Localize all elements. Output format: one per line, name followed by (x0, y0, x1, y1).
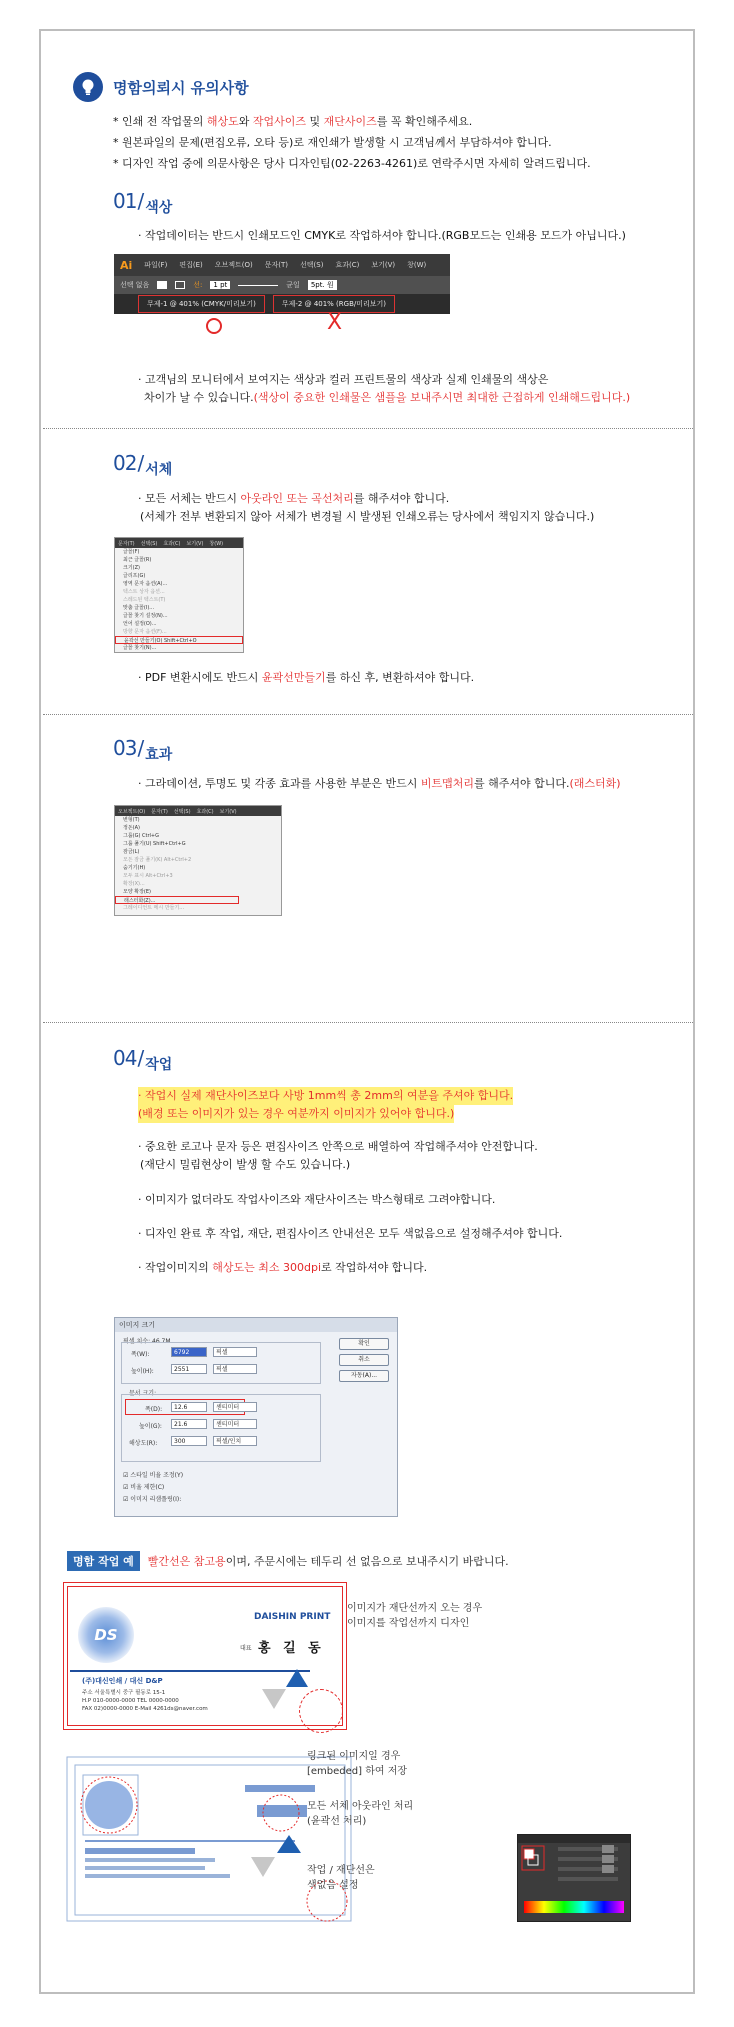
notice-item: * 디자인 작업 중에 의문사항은 당사 디자인팀(02-2263-4261)로 연락주시면 자세히 알려드립니다. (113, 153, 591, 174)
work-line-6: · 디자인 완료 후 작업, 재단, 편집사이즈 안내선은 모두 색없음으로 설정해주셔야 합니다. (138, 1227, 563, 1240)
image-size-dialog: 이미지 크기 확인 취소 자동(A)... 픽셀 치수: 46.7M 폭(W): 6792 픽셀 높이(H): 2551 픽셀 문서 크기: 폭(D): 12.6 센티미터 높이(G): 21.6 센티미터 해상도(R): 300 픽셀/인치 ☑ 스타일 비율 조정(Y) ☑ 비율 제한(C) ☑ 이미지 리샘플링(I): (114, 1317, 398, 1517)
ds-logo: DS (78, 1607, 134, 1663)
auto-button[interactable]: 자동(A)... (339, 1370, 389, 1382)
width-input[interactable]: 6792 (171, 1347, 207, 1357)
object-menu-screenshot: 오브젝트(O) 문자(T) 선택(S) 효과(C) 보기(V) 변형(T) 정돈(A) 그룹(G) Ctrl+G 그룹 풀기(U) Shift+Ctrl+G 잠금(L) 모든 잠금 풀기(K) Alt+Ctrl+2 숨기기(H) 모두 표시 Alt+Ctrl+3 확장(X)... 모양 확장(E) 래스터화(Z)... 그레이디언트 메시 만들기... (114, 805, 282, 916)
height-input[interactable]: 2551 (171, 1364, 207, 1374)
type-menu-screenshot: 문자(T) 선택(S) 효과(C) 보기(V) 창(W) 글꼴(F) 최근 글꼴(R) 크기(Z) 글리프(G) 영역 문자 옵션(A)... 텍스트 상자 옵션... 스레드된 텍스트(T) 맞춤 글꼴(I)... 글꼴 찾기 설정(N)... 언어 설정(O)... 방향 문자 옵션(F)... 윤곽선 만들기(O) Shift+Ctrl+O 글꼴 찾기(N)... (114, 537, 244, 653)
tab-cmyk[interactable]: 무제-1 @ 401% (CMYK/미리보기) (138, 295, 265, 313)
notice-item: * 인쇄 전 작업물의 해상도와 작업사이즈 및 재단사이즈를 꼭 확인해주세요. (113, 111, 591, 132)
cancel-button[interactable]: 취소 (339, 1354, 389, 1366)
tab-rgb[interactable]: 무제-2 @ 401% (RGB/미리보기) (273, 295, 395, 313)
work-line-7: · 작업이미지의 해상도는 최소 300dpi로 작업하셔야 합니다. (138, 1261, 428, 1274)
lightbulb-icon (73, 72, 103, 102)
resolution-input[interactable]: 300 (171, 1436, 207, 1446)
header (73, 72, 249, 102)
create-outlines-item[interactable]: 윤곽선 만들기(O) Shift+Ctrl+O (115, 636, 243, 644)
section-font-heading: 02 / 서체 (113, 451, 173, 478)
wrong-mark: X (327, 310, 343, 335)
section-effect-heading: 03 / 효과 (113, 736, 173, 763)
section-divider (43, 714, 693, 715)
callout-bleed: 이미지가 재단선까지 오는 경우 이미지를 작업선까지 디자인 (347, 1603, 483, 1629)
width-unit-select[interactable]: 픽셀 (213, 1347, 257, 1357)
ok-button[interactable]: 확인 (339, 1338, 389, 1350)
callout-embedded: 링크된 이미지일 경우 [embeded] 하여 저장 (307, 1751, 408, 1777)
correct-mark (206, 318, 222, 334)
effect-line-1: · 그라데이션, 투명도 및 각종 효과를 사용한 부분은 반드시 비트맵처리를 해주셔야 합니다.(래스터화) (138, 777, 621, 790)
triangle-down-icon (262, 1689, 286, 1709)
callout-outline: 모든 서체 아웃라인 처리 (윤곽선 처리) (307, 1801, 414, 1827)
dashed-circle (299, 1689, 343, 1733)
illustrator-screenshot: Ai 파일(F) 편집(E) 오브젝트(O) 문자(T) 선택(S) 효과(C) 보기(V) 창(W) 선택 없음 선: 1 pt 균일 5pt. 원 무제-1 @ 401% (CMYK/미리보기) 무제-2 @ 401% (RGB/미리보기) (114, 254, 450, 314)
work-line-1: · 작업시 실제 재단사이즈보다 사방 1mm씩 총 2mm의 여분을 주셔야 합니다. (배경 또는 이미지가 있는 경우 여분까지 이미지가 있어야 합니다.) (138, 1087, 513, 1123)
color-line-2: · 고객님의 모니터에서 보여지는 색상과 컬러 프린트물의 색상과 실제 인쇄물의 색상은 차이가 날 수 있습니다.(색상이 중요한 인쇄물은 샘플을 보내주시면 최대한 근접하게 인쇄해드립니다.) (138, 373, 631, 404)
rasterize-item[interactable]: 래스터화(Z)... (115, 896, 239, 904)
business-card-example: DS DAISHIN PRINT 대표 홍 길 동 (주)대신인쇄 / 대신 D&P 주소 서울특별시 중구 필동로 15-1 H.P 010-0000-0000 TEL 0000-0000 FAX 02)0000-0000 E-Mail 4261ds@naver.com (63, 1582, 347, 1730)
section-divider (43, 1022, 693, 1023)
resolution-unit-select[interactable]: 픽셀/인치 (213, 1436, 257, 1446)
page-frame (39, 29, 695, 1994)
doc-width-unit-select[interactable]: 센티미터 (213, 1402, 257, 1412)
page-title: 명함의뢰시 유의사항 (113, 78, 249, 97)
font-line-1: · 모든 서체는 반드시 아웃라인 또는 곡선처리를 해주셔야 합니다. (서체가 전부 변환되지 않아 서체가 변경될 시 발생된 인쇄오류는 당사에서 책임지지 않습니다.) (138, 492, 595, 523)
work-line-5: · 이미지가 없더라도 작업사이즈와 재단사이즈는 박스형태로 그려야합니다. (138, 1193, 496, 1206)
triangle-up-icon (286, 1669, 308, 1687)
business-card-outline-example (65, 1755, 355, 1925)
doc-height-unit-select[interactable]: 센티미터 (213, 1419, 257, 1429)
constrain-checkbox[interactable]: ☑ 비율 제한(C) (123, 1484, 165, 1491)
font-line-3: · PDF 변환시에도 반드시 윤곽선만들기를 하신 후, 변환하셔야 합니다. (138, 671, 475, 684)
color-line-1: · 작업데이터는 반드시 인쇄모드인 CMYK로 작업하셔야 합니다.(RGB모드는 인쇄용 모드가 아닙니다.) (138, 229, 626, 242)
section-work-heading: 04 / 작업 (113, 1046, 173, 1073)
color-panel-screenshot (517, 1834, 631, 1922)
notice-list (113, 111, 591, 174)
callout-guides: 작업 / 재단선은 색없음 설정 (307, 1865, 375, 1891)
work-line-3: · 중요한 로고나 문자 등은 편집사이즈 안쪽으로 배열하여 작업해주셔야 안전합니다. (재단시 밀림현상이 발생 할 수도 있습니다.) (138, 1140, 538, 1171)
notice-item: * 원본파일의 문제(편집오류, 오타 등)로 재인쇄가 발생할 시 고객님께서 부담하셔야 합니다. (113, 132, 591, 153)
example-heading: 명함 작업 예 빨간선은 참고용이며, 주문시에는 테두리 선 없음으로 보내주시기 바랍니다. (67, 1551, 509, 1571)
resample-checkbox[interactable]: ☑ 이미지 리샘플링(I): (123, 1496, 182, 1503)
section-divider (43, 428, 693, 429)
section-color-heading: 01 / 색상 (113, 189, 173, 216)
doc-height-input[interactable]: 21.6 (171, 1419, 207, 1429)
height-unit-select[interactable]: 픽셀 (213, 1364, 257, 1374)
scale-styles-checkbox[interactable]: ☑ 스타일 비율 조정(Y) (123, 1472, 184, 1479)
doc-width-input[interactable]: 12.6 (171, 1402, 207, 1412)
